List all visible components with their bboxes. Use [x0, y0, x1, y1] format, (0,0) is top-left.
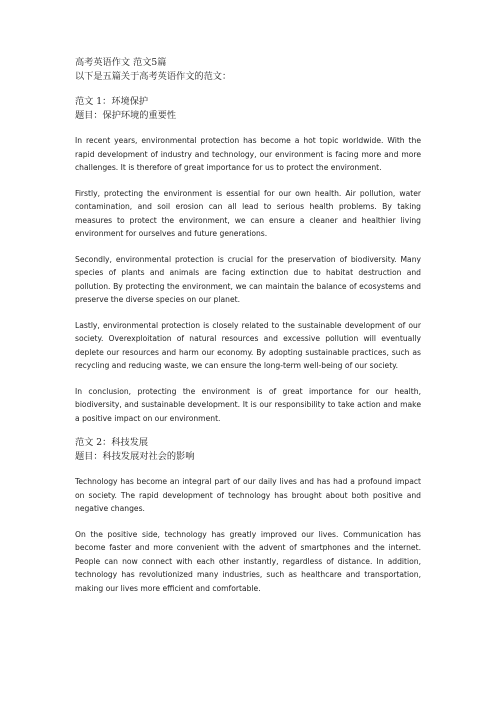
- essay-2-paragraph-2: On the positive side, technology has greatly improved our lives. Communication has become faster and more convenient with the advent of smartphones and the internet. People can now connect with each other instantly, regardless of distance. In addition, technology has revolutionized many industries, such as healthcare and transportation, making our lives more efficient and comfortable.: [75, 529, 421, 593]
- document-intro: 以下是五篇关于高考英语作文的范文：: [75, 71, 232, 82]
- essay-1-paragraph-5: In conclusion, protecting the environment is of great importance for our health, biodiversity, and sustainable development. It is our responsibility to take action and make a positive impact on our environment.: [75, 386, 421, 423]
- essay-1-paragraph-2: Firstly, protecting the environment is essential for our own health. Air pollution, water contamination, and soil erosion can all lead to serious health problems. By taking measures to protect the environment, we can ensure a cleaner and healthier living environment for ourselves and future generations.: [75, 188, 421, 238]
- document-title: 高考英语作文 范文5篇: [75, 57, 167, 68]
- essay-1-paragraph-4: Lastly, environmental protection is closely related to the sustainable development of our society. Overexploitation of natural resources and excessive pollution will eventually deplete our resources and harm our economy. By adopting sustainable practices, such as recycling and reducing waste, we can ensure the long-term well-being of our society.: [75, 320, 421, 370]
- essay-1-paragraph-1: In recent years, environmental protection has become a hot topic worldwide. With the rapid development of industry and technology, our environment is facing more and more challenges. It is therefore of great importance for us to protect the environment.: [75, 136, 421, 172]
- essay-1-paragraph-3: Secondly, environmental protection is crucial for the preservation of biodiversity. Many species of plants and animals are facing extinction due to habitat destruction and pollution. By protecting the environment, we can maintain the balance of ecosystems and preserve the diverse species on our planet.: [75, 254, 421, 304]
- essay-1-topic: 题目：保护环境的重要性: [75, 110, 177, 121]
- essay-2-topic: 题目：科技发展对社会的影响: [75, 451, 195, 462]
- document-page: [75, 56, 421, 595]
- essay-1-label: 范文 1：环境保护: [75, 96, 149, 107]
- essay-2-paragraph-1: Technology has become an integral part of our daily lives and has had a profound impact on society. The rapid development of technology has brought about both positive and negative changes.: [75, 477, 421, 513]
- essay-2-label: 范文 2：科技发展: [75, 437, 149, 448]
